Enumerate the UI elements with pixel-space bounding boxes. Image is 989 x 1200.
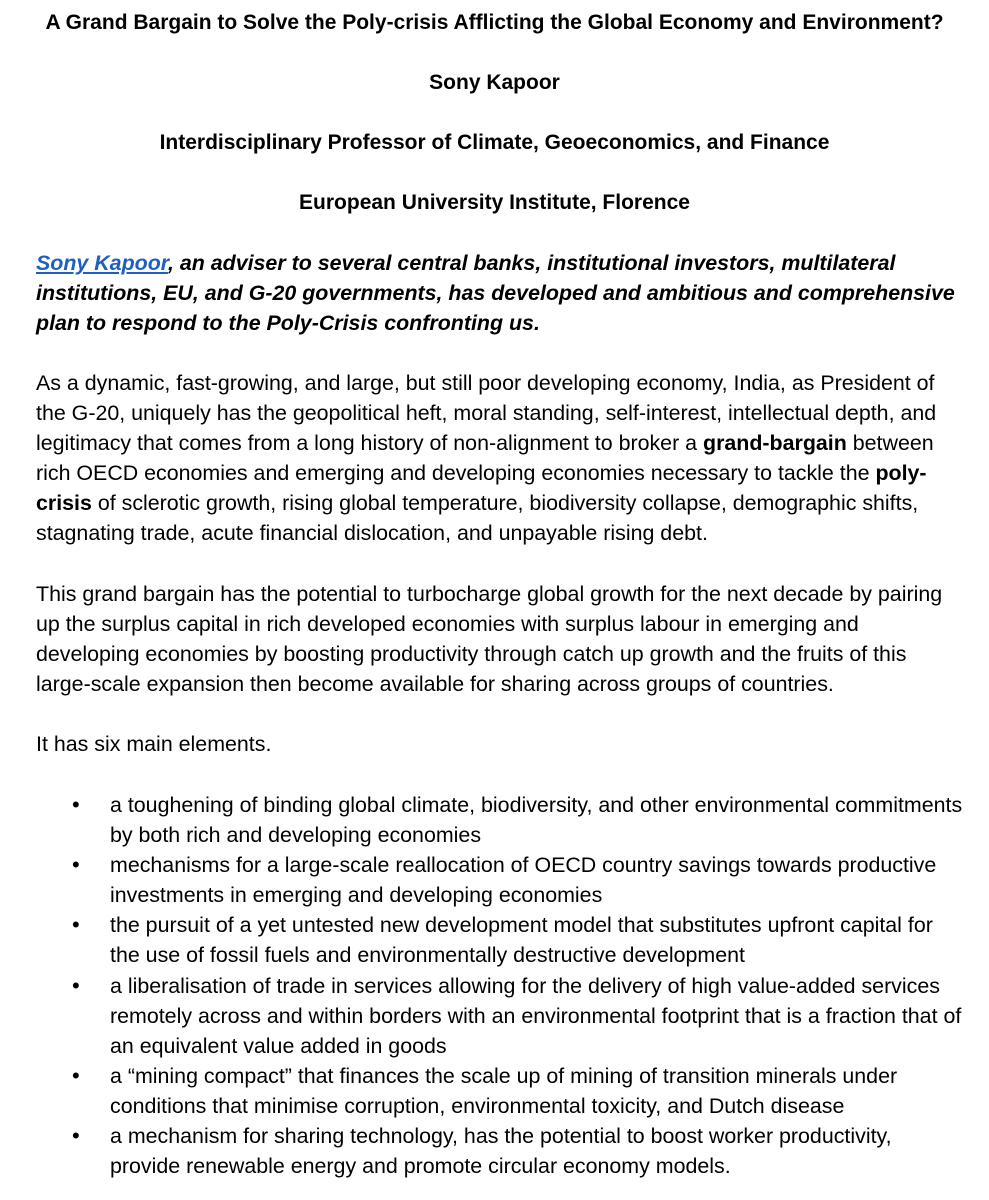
bullet-icon: • — [72, 852, 80, 878]
list-item — [36, 790, 966, 850]
bullet-icon: • — [72, 1062, 80, 1088]
list-item-text: a toughening of binding global climate, biodiversity, and other environmental commitments by both rich and developing economies — [110, 793, 963, 848]
bullet-icon: • — [72, 792, 80, 817]
list-item-text: a mechanism for sharing technology, has the potential to boost worker productivity, provide renewable energy and promote circular economy models. — [110, 1124, 892, 1179]
paragraph-india-g20 — [36, 368, 961, 549]
list-item-text: mechanisms for a large-scale reallocation of OECD country savings towards productive investments in emerging and developing economies — [110, 853, 937, 908]
bullet-icon: • — [72, 972, 80, 998]
author-role: Interdisciplinary Professor of Climate, Geoeconomics, and Finance — [159, 131, 830, 154]
list-item-text: a liberalisation of trade in services allowing for the delivery of high value-added services remotely across and within borders with an environmental footprint that is a fraction that of an equivalent value added in goods — [110, 973, 962, 1058]
list-item — [36, 910, 966, 970]
author-institution: European University Institute, Florence — [299, 191, 690, 214]
bullet-icon: • — [72, 1123, 80, 1149]
bold-term-grand-bargain: grand-bargain — [703, 431, 847, 456]
paragraph-text: between rich OECD economies and emerging and developing economies necessary to tackle the — [36, 431, 934, 486]
paragraph-text: of sclerotic growth, rising global temperature, biodiversity collapse, demographic shifts, stagnating trade, acute financial dislocation, and unpayable rising debt. — [36, 491, 919, 546]
list-item — [36, 1121, 966, 1181]
paragraph-elements-intro: It has six main elements. — [36, 732, 272, 756]
bullet-icon: • — [72, 912, 80, 938]
author-link[interactable]: Sony Kapoor — [36, 251, 168, 275]
list-item — [36, 971, 966, 1061]
paragraph-growth: This grand bargain has the potential to turbocharge global growth for the next decade by pairing up the surplus capital in rich developed economies with surplus labour in emerging and developing economies by boosting productivity through catch up growth and the fruits of this large-scale expansion then become available for sharing across groups of countries. — [36, 582, 943, 697]
list-item-text: a “mining compact” that finances the scale up of mining of transition minerals under conditions that minimise corruption, environmental toxicity, and Dutch disease — [110, 1063, 898, 1118]
author-name: Sony Kapoor — [429, 71, 560, 94]
elements-list — [36, 790, 966, 1181]
document-title: A Grand Bargain to Solve the Poly-crisis Afflicting the Global Economy and Environment? — [45, 11, 944, 34]
intro-paragraph — [36, 248, 961, 338]
list-item — [36, 1061, 966, 1121]
list-item-text: the pursuit of a yet untested new development model that substitutes upfront capital for the use of fossil fuels and environmentally destructive development — [110, 913, 933, 968]
list-item — [36, 850, 966, 910]
intro-text: , an adviser to several central banks, institutional investors, multilateral institutions, EU, and G-20 governments, has developed and ambitious and comprehensive plan to respond to the Poly-Crisis confronting us. — [36, 251, 955, 336]
bold-term-poly-crisis: poly-crisis — [36, 461, 927, 516]
paragraph-text: As a dynamic, fast-growing, and large, but still poor developing economy, India, as President of the G-20, uniquely has the geopolitical heft, moral standing, self-interest, intellectual depth, and legitimacy that comes from a long history of non-alignment to broker a — [36, 371, 937, 456]
